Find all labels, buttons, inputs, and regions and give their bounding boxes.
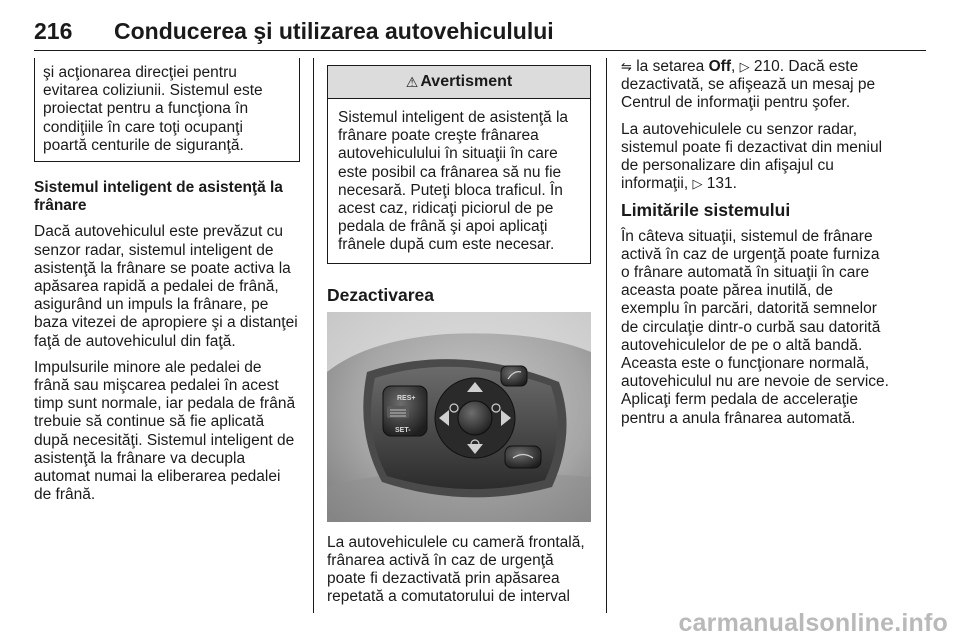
warning-box [327, 65, 591, 264]
watermark: carmanualsonline.info [678, 609, 948, 637]
deactivation-text-a: la setarea [636, 58, 709, 75]
steering-wheel-controls-illustration [327, 312, 591, 522]
limitations-paragraph: În câteva situaţii, sistemul de frânare activă în caz de urgenţă poate furniza o frânare automată în situaţii în care aceasta poate părea inutilă, de exemplu în parcări, datorită semnelor de circulaţie dintr-o curbă sau datorită autovehiculelor de pe o altă bandă. Aceasta este o funcţionare normală, autovehiculul nu are nevoie de service. Aplicaţi ferm pedala de acceleraţie pentru a anula frânarea automată. [621, 227, 889, 427]
set-minus-label: SET- [395, 426, 411, 434]
brake-assist-heading: Sistemul inteligent de asistenţă la frânare [34, 179, 283, 215]
off-setting-label: Off [708, 58, 731, 75]
page-reference-icon: ▷ [739, 59, 750, 74]
limitations-heading: Limitările sistemului [621, 200, 791, 221]
radar-deactivation-paragraph [621, 121, 891, 194]
distance-setting-icon: ⇋ [621, 59, 632, 74]
continued-note-text: şi acţionarea direcţiei pentru evitarea coliziunii. Sistemul este proiectat pentru a funcţiona în condiţiile în care toţi ocupanţi poartă centurile de siguranţă. [43, 64, 263, 154]
radar-text-b: 131. [702, 175, 737, 193]
deactivation-text-b: , [731, 58, 740, 75]
brake-assist-paragraph-2: Impulsurile minore ale pedalei de frână sau mişcarea pedalei în acest timp sunt normale, iar pedala de frână trebuie să continue să fie aplicată după necesităţi. Sistemul inteligent de asistenţă la frânare va decupla automat numai la eliberarea pedalei de frână. [34, 358, 296, 504]
warning-body: Sistemul inteligent de asistenţă la frânare poate creşte frânarea autovehiculului în situaţii în care este posibil ca frânarea să nu fie necesară. Puteţi bloca traficul. În acest caz, ridicaţi piciorul de pe pedala de frână şi apoi aplicaţi frânele după cum este necesar. [338, 109, 569, 254]
page-header [34, 18, 926, 52]
header-rule [34, 50, 926, 51]
page-title: Conducerea şi utilizarea autovehiculului [114, 18, 554, 44]
column-1 [34, 58, 300, 512]
deactivation-text-c: 210. Dacă este dezactivată, se afişează un mesaj pe Centrul de informaţii pentru şofer. [621, 58, 876, 112]
column-divider-2 [606, 58, 607, 613]
warning-title: Avertisment [420, 72, 513, 90]
warning-triangle-icon: ⚠ [405, 73, 419, 90]
deactivation-continued-paragraph [621, 58, 891, 113]
page-reference-icon: ▷ [692, 176, 703, 192]
page-number: 216 [34, 18, 73, 44]
column-2 [327, 58, 591, 615]
deactivation-paragraph: La autovehiculele cu cameră frontală, frânarea activă în caz de urgenţă poate fi dezactivată prin apăsarea repetată a comutatorului de interval [327, 533, 585, 606]
res-plus-label: RES+ [397, 394, 416, 402]
column-divider-1 [313, 58, 314, 613]
deactivation-heading: Dezactivarea [327, 284, 435, 305]
radar-text-a: La autovehiculele cu senzor radar, sistemul poate fi dezactivat din meniul de personalizare din afişajul cu informaţii, [621, 120, 883, 193]
brake-assist-paragraph-1: Dacă autovehiculul este prevăzut cu senzor radar, sistemul inteligent de asistenţă la frânare se poate activa la apăsarea rapidă a pedalei de frână, asigurând un impuls la frânare, pe baza vitezei de apropiere şi a distanţei faţă de autovehiculul din faţă. [34, 223, 298, 350]
warning-header [328, 66, 590, 99]
steering-wheel-controls-image [327, 312, 591, 522]
column-3 [621, 58, 891, 436]
continued-note-box [34, 58, 300, 162]
